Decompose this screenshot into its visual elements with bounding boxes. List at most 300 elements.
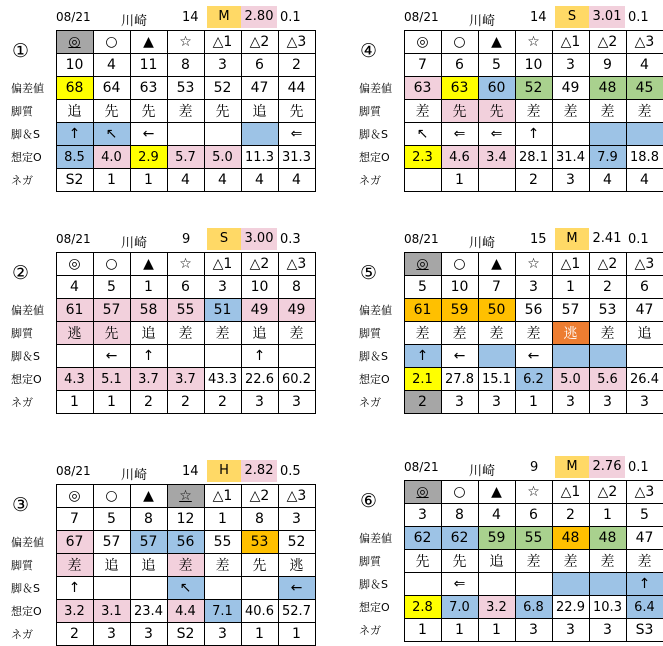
cell-horses: 6	[515, 504, 552, 527]
cell-odds_vals: 11.3	[241, 146, 278, 169]
row-label: 偏差値	[359, 532, 392, 545]
row-type	[8, 554, 315, 577]
cell-nega: 2	[515, 169, 552, 192]
cell-arrow	[626, 345, 663, 368]
cell-type: 差	[167, 554, 204, 577]
cell-odds_vals: 5.0	[552, 368, 589, 391]
cell-nega: 4	[278, 169, 315, 192]
cell-horses: 5	[626, 504, 663, 527]
row-nega	[8, 623, 315, 646]
row-marks	[356, 31, 663, 54]
row-label: 想定O	[359, 151, 390, 164]
row-type	[356, 322, 663, 345]
cell-horses: 4	[93, 54, 130, 77]
cell-marks: ☆	[167, 485, 204, 508]
cell-arrow: ↑	[241, 345, 278, 368]
cell-horses: 8	[278, 276, 315, 299]
cell-arrow	[589, 123, 626, 146]
cell-deviation: 49	[278, 299, 315, 322]
cell-marks: △1	[204, 31, 241, 54]
cell-marks: △3	[278, 31, 315, 54]
cell-marks: ○	[93, 253, 130, 276]
runner-count: 9	[182, 232, 191, 247]
row-type	[356, 100, 663, 123]
cell-deviation: 52	[515, 77, 552, 100]
cell-horses: 3	[515, 276, 552, 299]
cell-deviation: 56	[515, 299, 552, 322]
row-odds_vals	[8, 600, 315, 623]
row-label: ネガ	[11, 628, 33, 641]
cell-arrow	[130, 577, 167, 600]
cell-deviation: 59	[478, 527, 515, 550]
race-header	[356, 456, 663, 478]
cell-type: 差	[589, 100, 626, 123]
cell-horses: 4	[478, 504, 515, 527]
race-venue: 川崎	[469, 464, 496, 479]
row-label: 想定O	[11, 373, 42, 386]
cell-marks: ◎	[56, 485, 93, 508]
cell-nega: 4	[626, 169, 663, 192]
cell-marks: ▲	[130, 31, 167, 54]
row-label: 偏差値	[11, 536, 44, 549]
race-date: 08/21	[404, 460, 439, 474]
odds-badge: 2.82	[241, 460, 277, 482]
cell-arrow	[204, 345, 241, 368]
cell-arrow: ↖	[167, 577, 204, 600]
cell-arrow	[278, 345, 315, 368]
race-venue: 川崎	[121, 468, 148, 483]
cell-nega: 1	[93, 169, 130, 192]
cell-type: 先	[441, 550, 478, 573]
cell-horses: 6	[167, 276, 204, 299]
row-odds_vals	[356, 146, 663, 169]
runner-count: 14	[182, 10, 199, 25]
cell-type: 差	[552, 100, 589, 123]
cell-odds_vals: 3.1	[93, 600, 130, 623]
cell-horses: 7	[56, 508, 93, 531]
race-number: ④	[360, 40, 378, 62]
row-nega	[8, 169, 315, 192]
row-odds_vals	[356, 596, 663, 619]
row-horses	[8, 54, 315, 77]
cell-nega: 2	[404, 391, 441, 414]
row-label	[356, 481, 404, 504]
cell-arrow	[478, 573, 515, 596]
row-label	[356, 276, 404, 299]
cell-marks: △1	[204, 485, 241, 508]
row-nega	[8, 391, 315, 414]
row-nega	[356, 169, 663, 192]
cell-arrow: ↑	[515, 123, 552, 146]
row-label	[8, 508, 56, 531]
cell-type: 先	[441, 100, 478, 123]
cell-deviation: 63	[404, 77, 441, 100]
row-marks	[356, 253, 663, 276]
cell-marks: ▲	[478, 31, 515, 54]
cell-marks: △2	[589, 253, 626, 276]
race-header	[8, 228, 318, 250]
race-table	[8, 484, 316, 646]
cell-odds_vals: 8.5	[56, 146, 93, 169]
cell-marks: ☆	[515, 31, 552, 54]
cell-type: 差	[515, 550, 552, 573]
cell-arrow: ⇐	[478, 123, 515, 146]
spread-value: 0.3	[280, 232, 301, 247]
cell-deviation: 57	[552, 299, 589, 322]
cell-odds_vals: 31.3	[278, 146, 315, 169]
cell-odds_vals: 3.2	[56, 600, 93, 623]
row-horses	[356, 504, 663, 527]
cell-horses: 2	[552, 504, 589, 527]
cell-odds_vals: 6.2	[515, 368, 552, 391]
cell-odds_vals: 15.1	[478, 368, 515, 391]
cell-odds_vals: 7.1	[204, 600, 241, 623]
cell-arrow	[204, 577, 241, 600]
cell-deviation: 64	[93, 77, 130, 100]
cell-deviation: 68	[56, 77, 93, 100]
cell-marks: ○	[441, 253, 478, 276]
cell-nega: 1	[278, 623, 315, 646]
odds-badge: 2.76	[589, 456, 625, 478]
cell-nega: 3	[241, 391, 278, 414]
cell-deviation: 59	[441, 299, 478, 322]
cell-arrow	[552, 345, 589, 368]
cell-horses: 1	[552, 276, 589, 299]
cell-type: 逃	[552, 322, 589, 345]
row-type	[8, 100, 315, 123]
cell-nega: 1	[515, 391, 552, 414]
runner-count: 15	[530, 232, 547, 247]
cell-nega: 1	[478, 619, 515, 642]
cell-odds_vals: 43.3	[204, 368, 241, 391]
cell-horses: 5	[93, 276, 130, 299]
cell-deviation: 50	[478, 299, 515, 322]
row-arrow	[356, 573, 663, 596]
odds-badge: 2.80	[241, 6, 277, 28]
cell-deviation: 63	[441, 77, 478, 100]
cell-nega: 1	[441, 169, 478, 192]
cell-arrow: ←	[278, 577, 315, 600]
cell-marks: ▲	[478, 253, 515, 276]
cell-arrow: ↑	[404, 345, 441, 368]
cell-arrow	[626, 123, 663, 146]
cell-type: 追	[93, 554, 130, 577]
cell-deviation: 51	[204, 299, 241, 322]
cell-odds_vals: 22.6	[241, 368, 278, 391]
cell-arrow	[167, 345, 204, 368]
cell-nega: 2	[130, 391, 167, 414]
cell-marks: △2	[241, 253, 278, 276]
cell-type: 先	[278, 100, 315, 123]
cell-deviation: 49	[552, 77, 589, 100]
cell-horses: 3	[278, 508, 315, 531]
row-marks	[8, 253, 315, 276]
cell-horses: 12	[167, 508, 204, 531]
cell-nega: 1	[56, 391, 93, 414]
cell-odds_vals: 10.3	[589, 596, 626, 619]
race-table	[356, 30, 663, 192]
cell-nega: 3	[515, 619, 552, 642]
cell-odds_vals: 4.6	[441, 146, 478, 169]
cell-type: 差	[167, 100, 204, 123]
cell-nega: 2	[204, 391, 241, 414]
cell-arrow	[241, 123, 278, 146]
row-label: ネガ	[11, 174, 33, 187]
cell-horses: 3	[552, 54, 589, 77]
cell-deviation: 62	[404, 527, 441, 550]
cell-horses: 3	[404, 504, 441, 527]
cell-horses: 10	[241, 276, 278, 299]
race-date: 08/21	[56, 10, 91, 24]
cell-odds_vals: 3.2	[478, 596, 515, 619]
row-label: 脚質	[11, 327, 33, 340]
cell-marks: ▲	[130, 253, 167, 276]
pace-badge: H	[207, 460, 241, 482]
cell-deviation: 57	[93, 299, 130, 322]
cell-odds_vals: 23.4	[130, 600, 167, 623]
cell-deviation: 62	[441, 527, 478, 550]
row-label: 脚質	[11, 559, 33, 572]
cell-arrow	[204, 123, 241, 146]
cell-marks: △3	[626, 481, 663, 504]
cell-arrow: ↑	[56, 123, 93, 146]
cell-nega: 3	[204, 623, 241, 646]
spread-value: 0.1	[280, 10, 301, 25]
cell-marks: △2	[589, 481, 626, 504]
cell-odds_vals: 22.9	[552, 596, 589, 619]
cell-odds_vals: 27.8	[441, 368, 478, 391]
cell-type: 追	[56, 100, 93, 123]
runner-count: 9	[530, 460, 539, 475]
cell-nega: S2	[167, 623, 204, 646]
cell-marks: △2	[241, 31, 278, 54]
cell-horses: 8	[241, 508, 278, 531]
cell-deviation: 45	[626, 77, 663, 100]
cell-type: 差	[404, 100, 441, 123]
cell-marks: ◎	[56, 31, 93, 54]
cell-nega	[478, 169, 515, 192]
race-date: 08/21	[404, 232, 439, 246]
cell-type: 差	[56, 554, 93, 577]
cell-marks: ○	[93, 485, 130, 508]
cell-marks: △1	[204, 253, 241, 276]
cell-deviation: 52	[278, 531, 315, 554]
row-label: 脚質	[359, 105, 381, 118]
pace-badge: M	[555, 228, 589, 250]
cell-marks: ◎	[404, 31, 441, 54]
cell-horses: 2	[278, 54, 315, 77]
race-header	[8, 6, 318, 28]
cell-type: 追	[626, 322, 663, 345]
cell-type: 先	[241, 554, 278, 577]
row-label: 想定O	[359, 373, 390, 386]
cell-arrow: ↑	[130, 345, 167, 368]
cell-marks: △2	[241, 485, 278, 508]
cell-type: 差	[478, 322, 515, 345]
cell-marks: ◎	[404, 481, 441, 504]
cell-nega: 1	[93, 391, 130, 414]
cell-horses: 4	[626, 54, 663, 77]
race-venue: 川崎	[121, 14, 148, 29]
row-horses	[8, 276, 315, 299]
cell-deviation: 61	[404, 299, 441, 322]
odds-badge: 3.01	[589, 6, 625, 28]
row-label: 脚＆S	[11, 128, 40, 141]
cell-marks: ☆	[515, 481, 552, 504]
row-label: ネガ	[359, 624, 381, 637]
cell-horses: 10	[441, 276, 478, 299]
cell-odds_vals: 2.3	[404, 146, 441, 169]
cell-horses: 4	[56, 276, 93, 299]
row-label	[8, 31, 56, 54]
cell-odds_vals: 6.4	[626, 596, 663, 619]
cell-horses: 1	[589, 504, 626, 527]
cell-deviation: 47	[241, 77, 278, 100]
cell-arrow	[241, 577, 278, 600]
cell-marks: △1	[552, 481, 589, 504]
cell-marks: ☆	[167, 31, 204, 54]
cell-arrow	[478, 345, 515, 368]
cell-marks: △1	[552, 31, 589, 54]
cell-deviation: 60	[478, 77, 515, 100]
cell-horses: 3	[204, 54, 241, 77]
cell-arrow	[93, 577, 130, 600]
cell-odds_vals: 60.2	[278, 368, 315, 391]
cell-odds_vals: 5.1	[93, 368, 130, 391]
cell-horses: 6	[626, 276, 663, 299]
cell-horses: 8	[130, 508, 167, 531]
race-venue: 川崎	[121, 236, 148, 251]
row-type	[356, 550, 663, 573]
spread-value: 0.1	[628, 232, 649, 247]
cell-nega: 2	[56, 623, 93, 646]
cell-odds_vals: 3.4	[478, 146, 515, 169]
row-label: ネガ	[359, 174, 381, 187]
row-label	[8, 485, 56, 508]
cell-horses: 6	[441, 54, 478, 77]
row-label	[356, 253, 404, 276]
cell-marks: ▲	[478, 481, 515, 504]
cell-type: 差	[278, 322, 315, 345]
cell-deviation: 47	[626, 299, 663, 322]
race-header	[8, 460, 318, 482]
cell-horses: 1	[204, 508, 241, 531]
spread-value: 0.1	[628, 10, 649, 25]
cell-odds_vals: 3.7	[130, 368, 167, 391]
cell-marks: △3	[278, 253, 315, 276]
cell-marks: ☆	[167, 253, 204, 276]
row-label: 想定O	[359, 601, 390, 614]
race-number: ①	[12, 40, 30, 62]
cell-arrow	[56, 345, 93, 368]
cell-type: 差	[204, 554, 241, 577]
cell-deviation: 52	[204, 77, 241, 100]
cell-deviation: 48	[552, 527, 589, 550]
cell-deviation: 55	[515, 527, 552, 550]
cell-deviation: 47	[626, 527, 663, 550]
cell-horses: 10	[515, 54, 552, 77]
cell-odds_vals: 4.0	[93, 146, 130, 169]
cell-deviation: 53	[589, 299, 626, 322]
odds-badge: 2.41	[592, 231, 622, 246]
cell-arrow: ←	[441, 345, 478, 368]
cell-nega: 3	[589, 619, 626, 642]
race-number: ⑥	[360, 490, 378, 512]
cell-deviation: 57	[93, 531, 130, 554]
row-label: 想定O	[11, 151, 42, 164]
cell-deviation: 67	[56, 531, 93, 554]
cell-arrow: ↑	[56, 577, 93, 600]
row-type	[8, 322, 315, 345]
cell-deviation: 48	[589, 77, 626, 100]
cell-type: 差	[167, 322, 204, 345]
cell-deviation: 53	[241, 531, 278, 554]
cell-horses: 7	[404, 54, 441, 77]
row-label: 想定O	[11, 605, 42, 618]
race-number: ③	[12, 494, 30, 516]
cell-deviation: 57	[130, 531, 167, 554]
cell-marks: △3	[626, 31, 663, 54]
row-label	[356, 504, 404, 527]
row-deviation	[8, 77, 315, 100]
row-arrow	[8, 345, 315, 368]
cell-deviation: 61	[56, 299, 93, 322]
row-arrow	[356, 345, 663, 368]
row-deviation	[8, 299, 315, 322]
cell-horses: 5	[93, 508, 130, 531]
cell-arrow: ←	[515, 345, 552, 368]
cell-deviation: 55	[167, 299, 204, 322]
cell-nega: 1	[404, 619, 441, 642]
cell-nega: 3	[93, 623, 130, 646]
race-venue: 川崎	[469, 236, 496, 251]
cell-arrow: ↖	[404, 123, 441, 146]
cell-odds_vals: 5.6	[589, 368, 626, 391]
row-label: 脚＆S	[11, 350, 40, 363]
runner-count: 14	[182, 464, 199, 479]
row-marks	[356, 481, 663, 504]
pace-badge: S	[207, 228, 241, 250]
row-odds_vals	[356, 368, 663, 391]
cell-marks: △2	[589, 31, 626, 54]
cell-marks: △3	[278, 485, 315, 508]
cell-horses: 6	[241, 54, 278, 77]
row-label: 偏差値	[359, 82, 392, 95]
spread-value: 0.1	[628, 460, 649, 475]
cell-nega: 3	[478, 391, 515, 414]
cell-arrow	[589, 345, 626, 368]
cell-odds_vals: 2.1	[404, 368, 441, 391]
race-venue: 川崎	[469, 14, 496, 29]
row-deviation	[356, 299, 663, 322]
cell-nega: 4	[167, 169, 204, 192]
cell-nega: 3	[130, 623, 167, 646]
cell-type: 先	[93, 322, 130, 345]
row-deviation	[356, 527, 663, 550]
row-label: 脚＆S	[359, 350, 388, 363]
race-date: 08/21	[404, 10, 439, 24]
cell-nega: 3	[441, 391, 478, 414]
cell-deviation: 55	[204, 531, 241, 554]
cell-nega: 4	[241, 169, 278, 192]
cell-nega: 3	[626, 391, 663, 414]
cell-arrow: ↖	[93, 123, 130, 146]
cell-deviation: 63	[130, 77, 167, 100]
cell-type: 先	[93, 100, 130, 123]
cell-type: 差	[552, 550, 589, 573]
race-number: ⑤	[360, 262, 378, 284]
row-arrow	[8, 123, 315, 146]
